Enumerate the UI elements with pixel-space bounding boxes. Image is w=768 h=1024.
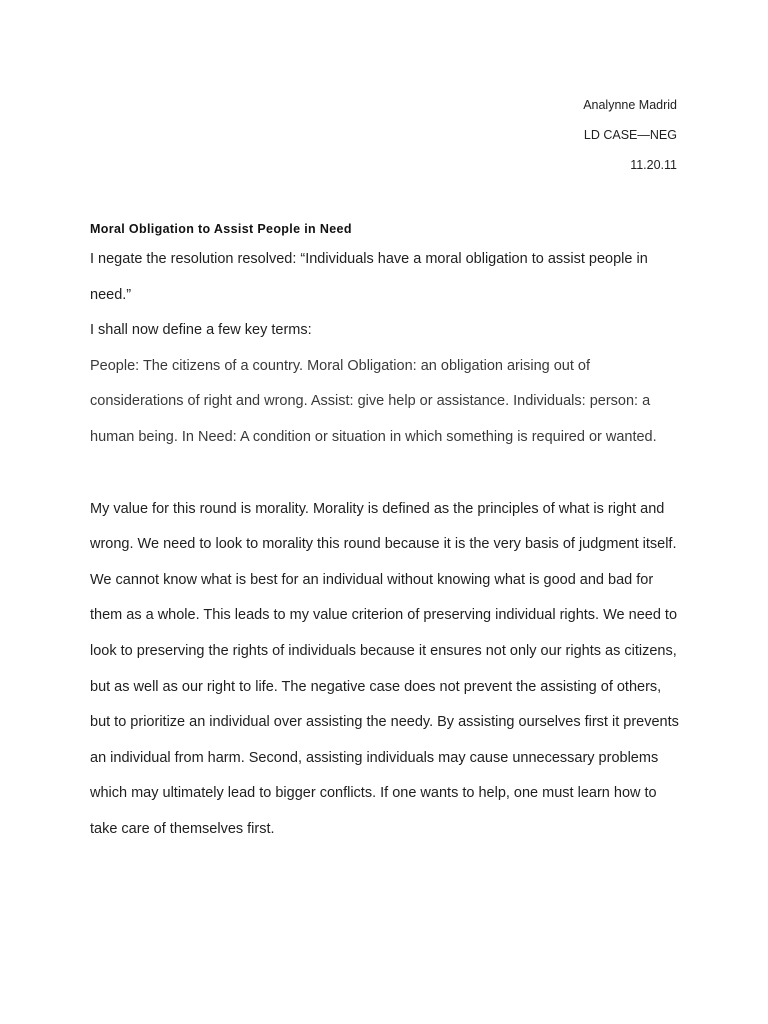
- definitions-paragraph: People: The citizens of a country. Moral Obligation: an obligation arising out of considerations of right and wrong. Assist: give help or assistance. Individuals: person: a human being. In Need: A condition or situation in which something is required or wanted.: [90, 357, 657, 445]
- document-body: [90, 216, 680, 848]
- document-header: [583, 90, 677, 180]
- value-paragraph: My value for this round is morality. Morality is defined as the principles of what is right and wrong. We need to look to morality this round because it is the very basis of judgment itself. We cannot know what is best for an individual without knowing what is good and bad for them as a whole. This leads to my value criterion of preserving individual rights. We need to look to preserving the rights of individuals because it ensures not only our rights as citizens, but as well as our right to life. The negative case does not prevent the assisting of others, but to prioritize an individual over assisting the needy. By assisting ourselves first it prevents an individual from harm. Second, assisting individuals may cause unnecessary problems which may ultimately lead to bigger conflicts. If one wants to help, one must learn how to take care of themselves first.: [90, 500, 679, 837]
- case-label: LD CASE—NEG: [583, 128, 677, 142]
- author-name: Analynne Madrid: [583, 98, 677, 112]
- paragraph-spacer: [90, 456, 680, 492]
- resolution-paragraph: I negate the resolution resolved: “Individuals have a moral obligation to assist people in need.”: [90, 251, 648, 303]
- document-date: 11.20.11: [630, 158, 677, 172]
- document-title: Moral Obligation to Assist People in Need: [90, 222, 352, 236]
- definitions-intro: I shall now define a few key terms:: [90, 322, 312, 339]
